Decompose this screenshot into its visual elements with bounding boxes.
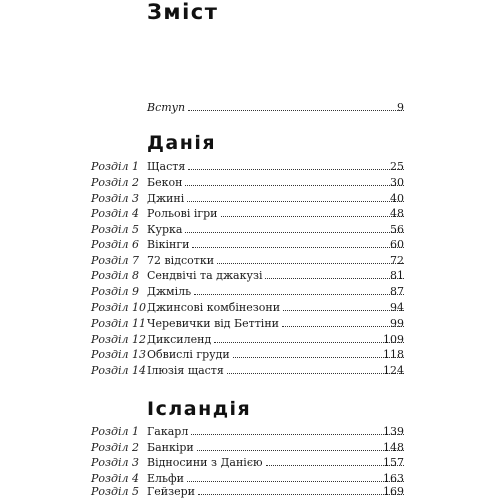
toc-chapter-title: Джміль xyxy=(147,285,192,298)
dot-leader xyxy=(185,231,404,233)
dot-leader xyxy=(194,293,404,295)
dot-leader xyxy=(187,200,404,202)
toc-chapter-label: Розділ 9 xyxy=(91,285,140,298)
dot-leader xyxy=(187,480,404,482)
toc-chapter-label: Розділ 11 xyxy=(91,317,147,330)
toc-chapter-label: Розділ 12 xyxy=(91,333,147,346)
toc-entry xyxy=(147,222,404,238)
toc-row[interactable] xyxy=(0,159,500,175)
toc-chapter-label: Розділ 1 xyxy=(91,425,140,438)
toc-page-number: 60 xyxy=(390,238,404,251)
toc-chapter-title: Банкіри xyxy=(147,441,194,454)
toc-page-number: 124 xyxy=(383,364,404,377)
toc-entry xyxy=(147,100,404,116)
toc-row[interactable] xyxy=(0,206,500,222)
toc-row[interactable] xyxy=(0,347,500,363)
toc-entry xyxy=(147,159,404,175)
toc-row[interactable] xyxy=(0,300,500,316)
toc-page-number: 81 xyxy=(390,269,404,282)
toc-chapter-title: Диксиленд xyxy=(147,333,212,346)
toc-chapter-title: Ельфи xyxy=(147,472,184,485)
toc-chapter-label: Розділ 14 xyxy=(91,364,147,377)
toc-chapter-label: Розділ 3 xyxy=(91,192,140,205)
toc-chapter-label: Розділ 2 xyxy=(91,176,140,189)
toc-page-number: 40 xyxy=(390,192,404,205)
dot-leader xyxy=(191,433,404,435)
toc-row[interactable] xyxy=(0,424,500,440)
toc-chapter-label: Розділ 3 xyxy=(91,456,140,469)
toc-chapter-label: Розділ 8 xyxy=(91,269,140,282)
toc-row[interactable] xyxy=(0,440,500,456)
dot-leader xyxy=(185,184,404,186)
toc-chapter-label: Розділ 4 xyxy=(91,472,140,485)
toc-entry xyxy=(147,363,404,379)
toc-entry xyxy=(147,332,404,348)
toc-chapter-title: Відносини з Данією xyxy=(147,456,263,469)
toc-chapter-title: Гейзери xyxy=(147,485,196,498)
toc-chapter-title: Рольові ігри xyxy=(147,207,218,220)
toc-entry xyxy=(147,175,404,191)
toc-page-number: 157 xyxy=(383,456,404,469)
toc-page-number: 169 xyxy=(383,485,404,498)
toc-entry xyxy=(147,191,404,207)
toc-chapter-title: Бекон xyxy=(147,176,183,189)
toc-entry xyxy=(147,284,404,300)
toc-entry xyxy=(147,316,404,332)
toc-chapter-label: Розділ 7 xyxy=(91,254,140,267)
toc-chapter-label: Розділ 6 xyxy=(91,238,140,251)
toc-row[interactable] xyxy=(0,332,500,348)
toc-row[interactable] xyxy=(0,455,500,471)
toc-entry xyxy=(147,440,404,456)
toc-row[interactable] xyxy=(0,175,500,191)
toc-entry xyxy=(147,424,404,440)
toc-entry xyxy=(147,268,404,284)
toc-row[interactable] xyxy=(0,484,500,500)
toc-chapter-title: Курка xyxy=(147,223,183,236)
toc-intro-label: Вступ xyxy=(147,101,186,114)
toc-chapter-label: Розділ 5 xyxy=(91,485,140,498)
toc-entry xyxy=(147,253,404,269)
toc-page-number: 48 xyxy=(390,207,404,220)
toc-page-number: 94 xyxy=(390,301,404,314)
toc-chapter-title: Черевички від Беттіни xyxy=(147,317,279,330)
toc-chapter-title: Ілюзія щастя xyxy=(147,364,224,377)
toc-chapter-title: Вікінги xyxy=(147,238,190,251)
toc-page-number: 99 xyxy=(390,317,404,330)
toc-chapter-title: Гакарл xyxy=(147,425,189,438)
section-heading-iceland: Ісландія xyxy=(147,398,252,420)
toc-intro-row[interactable] xyxy=(0,100,500,116)
toc-page-number: 139 xyxy=(383,425,404,438)
toc-chapter-label: Розділ 10 xyxy=(91,301,147,314)
toc-row[interactable] xyxy=(0,316,500,332)
section-heading-denmark: Данія xyxy=(147,132,217,154)
toc-chapter-title: Сендвічі та джакузі xyxy=(147,269,263,282)
toc-chapter-label: Розділ 4 xyxy=(91,207,140,220)
toc-page-number: 118 xyxy=(383,348,404,361)
toc-entry xyxy=(147,455,404,471)
toc-row[interactable] xyxy=(0,268,500,284)
toc-row[interactable] xyxy=(0,284,500,300)
toc-row[interactable] xyxy=(0,253,500,269)
page-title: Зміст xyxy=(147,0,219,24)
toc-page-number: 25 xyxy=(390,160,404,173)
toc-page-number: 56 xyxy=(390,223,404,236)
toc-entry xyxy=(147,237,404,253)
toc-chapter-label: Розділ 5 xyxy=(91,223,140,236)
toc-row[interactable] xyxy=(0,237,500,253)
toc-row[interactable] xyxy=(0,222,500,238)
toc-chapter-title: Джині xyxy=(147,192,185,205)
toc-page-number: 148 xyxy=(383,441,404,454)
dot-leader xyxy=(192,246,404,248)
toc-chapter-title: Джинсові комбінезони xyxy=(147,301,281,314)
toc-entry xyxy=(147,300,404,316)
toc-page-number: 163 xyxy=(383,472,404,485)
dot-leader xyxy=(188,168,404,170)
toc-entry xyxy=(147,206,404,222)
toc-chapter-label: Розділ 13 xyxy=(91,348,147,361)
toc-page-number: 87 xyxy=(390,285,404,298)
toc-chapter-title: Щастя xyxy=(147,160,186,173)
toc-entry xyxy=(147,484,404,500)
toc-page-number: 109 xyxy=(383,333,404,346)
toc-chapter-label: Розділ 1 xyxy=(91,160,140,173)
toc-row[interactable] xyxy=(0,363,500,379)
toc-page-number: 9 xyxy=(397,101,404,114)
toc-page-number: 72 xyxy=(390,254,404,267)
toc-page-number: 30 xyxy=(390,176,404,189)
toc-chapter-label: Розділ 2 xyxy=(91,441,140,454)
toc-row[interactable] xyxy=(0,191,500,207)
toc-chapter-title: Обвислі груди xyxy=(147,348,230,361)
toc-entry xyxy=(147,347,404,363)
dot-leader xyxy=(197,449,404,451)
dot-leader xyxy=(188,109,404,111)
toc-chapter-title: 72 відсотки xyxy=(147,254,215,267)
